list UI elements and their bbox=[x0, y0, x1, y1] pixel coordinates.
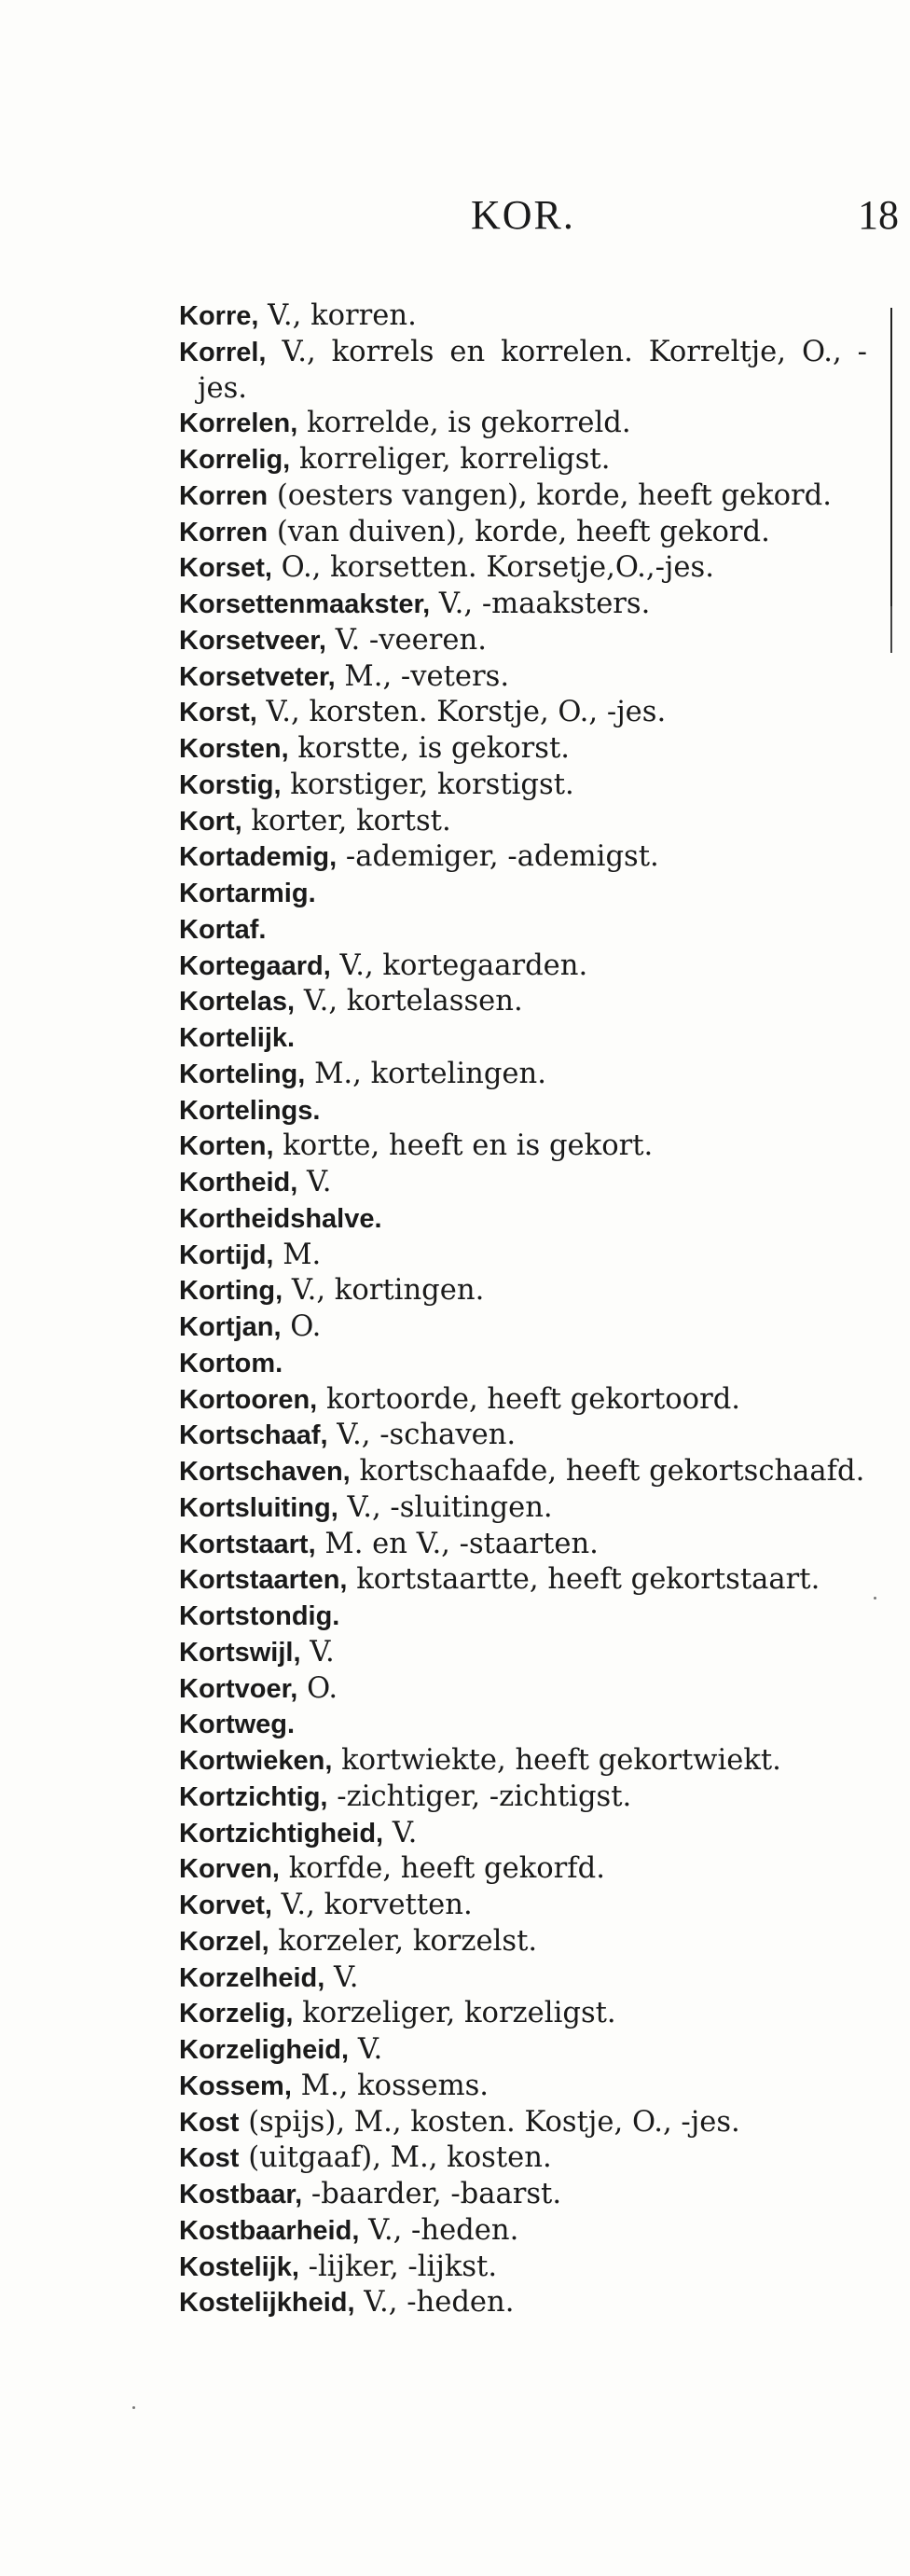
dictionary-entry bbox=[179, 1851, 867, 1888]
entry-headword: Korsten, bbox=[179, 734, 289, 764]
entry-definition: -ademiger, -ademigst. bbox=[345, 840, 659, 874]
dictionary-entry bbox=[179, 1888, 867, 1924]
dictionary-entry bbox=[179, 1707, 867, 1743]
dictionary-entry bbox=[179, 406, 867, 442]
entry-headword: Kortweg. bbox=[179, 1710, 296, 1740]
entry-definition: korstiger, korstigst. bbox=[290, 768, 574, 801]
entry-definition: -lijker, -lijkst. bbox=[308, 2250, 498, 2283]
entry-definition: korzeliger, korzeligst. bbox=[302, 1997, 616, 2030]
dictionary-entry bbox=[179, 2032, 867, 2069]
entry-definition: V., korvetten. bbox=[281, 1889, 473, 1921]
dictionary-entry bbox=[179, 335, 867, 407]
entry-definition: V., -schaven. bbox=[337, 1419, 517, 1452]
entry-headword: Kortzichtig, bbox=[179, 1781, 328, 1812]
entry-headword: Kortschaven, bbox=[179, 1457, 351, 1487]
dictionary-entry bbox=[179, 1273, 867, 1309]
entry-definition: korter, kortst. bbox=[251, 804, 451, 838]
dictionary-entry bbox=[179, 1562, 867, 1599]
dictionary-entry bbox=[179, 1743, 867, 1780]
entry-headword: Korzelheid, bbox=[179, 1962, 325, 1993]
entry-definition: kortstaartte, heeft gekortstaart. bbox=[356, 1563, 820, 1597]
dictionary-entry bbox=[179, 1671, 867, 1708]
entry-headword: Korting, bbox=[179, 1276, 283, 1307]
entry-definition: V. bbox=[334, 1960, 359, 1994]
dictionary-entry bbox=[179, 804, 867, 840]
dictionary-entry bbox=[179, 1454, 867, 1490]
entry-headword: Kortstaart, bbox=[179, 1529, 316, 1559]
entry-headword: Kortjan, bbox=[179, 1312, 282, 1342]
entry-headword: Korvet, bbox=[179, 1890, 272, 1920]
dictionary-entry bbox=[179, 2285, 867, 2321]
entry-headword: Kortegaard, bbox=[179, 950, 331, 981]
entry-headword: Korst, bbox=[179, 698, 257, 728]
entry-headword: Kortom. bbox=[179, 1348, 283, 1378]
entry-definition: V., -heden. bbox=[368, 2213, 519, 2247]
entry-definition: korrelde, is gekorreld. bbox=[307, 407, 631, 440]
entry-headword: Kortarmig. bbox=[179, 879, 316, 908]
dictionary-entry bbox=[179, 1382, 867, 1419]
dictionary-entry bbox=[179, 1599, 867, 1635]
entry-headword: Kortheidshalve. bbox=[179, 1203, 382, 1234]
entry-definition: M. en V., -staarten. bbox=[324, 1527, 599, 1560]
entry-headword: Kortademig, bbox=[179, 842, 338, 873]
entry-definition: V., kortingen. bbox=[291, 1274, 485, 1308]
entry-headword: Korrelen, bbox=[179, 409, 298, 439]
dictionary-entry bbox=[179, 1093, 867, 1129]
entry-headword: Kortelings. bbox=[179, 1095, 321, 1126]
entry-definition: V., -heden. bbox=[364, 2286, 515, 2320]
entry-headword: Korren bbox=[179, 517, 269, 547]
dictionary-entry bbox=[179, 1346, 867, 1382]
entry-headword: Korzeligheid, bbox=[179, 2035, 350, 2065]
entry-definition: M., kortelingen. bbox=[314, 1057, 546, 1090]
entry-list bbox=[179, 298, 867, 2321]
dictionary-entry bbox=[179, 2140, 867, 2177]
dictionary-entry bbox=[179, 1924, 867, 1960]
dictionary-entry bbox=[179, 1020, 867, 1057]
entry-definition: korfde, heeft gekorfd. bbox=[288, 1852, 605, 1886]
entry-definition: (oesters vangen), korde, heeft gekord. bbox=[276, 478, 832, 512]
entry-definition: V., korrels en korrelen. Korreltje, O., -jes. bbox=[198, 335, 868, 405]
entry-headword: Korsetveer, bbox=[179, 625, 326, 656]
entry-headword: Korre, bbox=[179, 301, 259, 331]
entry-definition: V. bbox=[357, 2033, 383, 2066]
entry-headword: Kost bbox=[179, 2107, 240, 2138]
entry-definition: V. bbox=[392, 1816, 418, 1849]
entry-headword: Korsettenmaakster, bbox=[179, 589, 431, 619]
entry-definition: korstte, is gekorst. bbox=[297, 732, 571, 765]
entry-headword: Kortstaarten, bbox=[179, 1565, 348, 1596]
page-number: 18 bbox=[858, 192, 899, 238]
dictionary-entry bbox=[179, 768, 867, 804]
entry-definition: -zichtiger, -zichtigst. bbox=[337, 1780, 632, 1813]
entry-definition: -baarder, -baarst. bbox=[310, 2178, 562, 2210]
entry-definition: korzeler, korzelst. bbox=[278, 1924, 538, 1958]
dictionary-entry bbox=[179, 2177, 867, 2213]
entry-definition: (spijs), M., kosten. Kostje, O., -jes. bbox=[248, 2105, 740, 2139]
entry-definition: korreliger, korreligst. bbox=[298, 443, 611, 476]
entry-definition: V., korren. bbox=[268, 299, 417, 332]
dictionary-entry bbox=[179, 1816, 867, 1852]
dictionary-entry bbox=[179, 695, 867, 731]
entry-definition: O. bbox=[307, 1671, 338, 1705]
entry-headword: Kostelijk, bbox=[179, 2251, 299, 2282]
entry-headword: Kortheid, bbox=[179, 1168, 298, 1198]
dictionary-entry bbox=[179, 2250, 867, 2286]
dictionary-entry bbox=[179, 442, 867, 478]
entry-definition: V., -sluitingen. bbox=[347, 1490, 553, 1524]
entry-headword: Kostbaar, bbox=[179, 2180, 303, 2209]
dictionary-entry bbox=[179, 550, 867, 587]
entry-definition: M., kossems. bbox=[300, 2069, 489, 2102]
dictionary-entry bbox=[179, 1527, 867, 1563]
entry-definition: V., kortegaarden. bbox=[339, 949, 588, 982]
dictionary-entry bbox=[179, 2213, 867, 2250]
margin-rule-fragment bbox=[890, 606, 892, 653]
entry-headword: Korsetveter, bbox=[179, 661, 336, 692]
dictionary-entry bbox=[179, 1960, 867, 1997]
ink-speck bbox=[132, 2406, 135, 2409]
dictionary-entry bbox=[179, 876, 867, 912]
dictionary-entry bbox=[179, 1165, 867, 1201]
entry-headword: Korteling, bbox=[179, 1059, 306, 1089]
entry-definition: O., korsetten. Korsetje,O.,-jes. bbox=[281, 551, 714, 585]
entry-headword: Kortzichtigheid, bbox=[179, 1818, 384, 1849]
entry-headword: Korstig, bbox=[179, 769, 282, 800]
entry-definition: kortwiekte, heeft gekortwiekt. bbox=[341, 1744, 781, 1777]
entry-definition: O. bbox=[290, 1310, 322, 1343]
entry-definition: M. bbox=[283, 1238, 322, 1271]
dictionary-entry bbox=[179, 587, 867, 623]
dictionary-entry bbox=[179, 1780, 867, 1816]
entry-definition: V., -maaksters. bbox=[438, 588, 651, 620]
dictionary-entry bbox=[179, 1129, 867, 1165]
dictionary-entry bbox=[179, 1490, 867, 1527]
entry-definition: (van duiven), korde, heeft gekord. bbox=[276, 515, 770, 548]
entry-headword: Korven, bbox=[179, 1854, 280, 1885]
margin-rule bbox=[890, 308, 892, 606]
entry-definition: kortoorde, heeft gekortoord. bbox=[325, 1382, 741, 1416]
entry-headword: Kortsluiting, bbox=[179, 1492, 338, 1523]
dictionary-entry bbox=[179, 478, 867, 515]
entry-definition: M., -veters. bbox=[344, 659, 510, 693]
dictionary-entry bbox=[179, 1418, 867, 1454]
entry-definition: V., korsten. Korstje, O., -jes. bbox=[266, 696, 667, 729]
entry-headword: Kortelas, bbox=[179, 987, 296, 1018]
entry-headword: Kostelijkheid, bbox=[179, 2288, 355, 2319]
dictionary-entry bbox=[179, 1238, 867, 1274]
dictionary-entry bbox=[179, 731, 867, 768]
page-header bbox=[0, 191, 910, 247]
entry-headword: Korten, bbox=[179, 1131, 274, 1162]
dictionary-entry bbox=[179, 984, 867, 1020]
entry-headword: Kortvoer, bbox=[179, 1673, 298, 1704]
dictionary-entry bbox=[179, 1057, 867, 1093]
entry-headword: Kossem, bbox=[179, 2070, 292, 2101]
entry-headword: Kortschaaf, bbox=[179, 1420, 328, 1451]
dictionary-entry bbox=[179, 1309, 867, 1346]
running-head: KOR. bbox=[471, 192, 575, 238]
entry-definition: V. -veeren. bbox=[335, 623, 487, 657]
entry-definition: V., kortelassen. bbox=[303, 985, 523, 1018]
entry-headword: Korset, bbox=[179, 553, 272, 584]
entry-headword: Kost bbox=[179, 2143, 240, 2174]
entry-headword: Kortstondig. bbox=[179, 1601, 340, 1631]
entry-headword: Korrelig, bbox=[179, 445, 291, 475]
dictionary-entry bbox=[179, 949, 867, 985]
entry-definition: (uitgaaf), M., kosten. bbox=[248, 2141, 552, 2175]
entry-definition: kortschaafde, heeft gekortschaafd. bbox=[359, 1455, 865, 1488]
dictionary-entry bbox=[179, 839, 867, 876]
dictionary-entry bbox=[179, 515, 867, 551]
dictionary-entry bbox=[179, 1996, 867, 2032]
ink-speck bbox=[874, 1597, 876, 1600]
dictionary-entry bbox=[179, 2105, 867, 2141]
entry-headword: Kortaf. bbox=[179, 914, 267, 945]
entry-definition: V. bbox=[310, 1635, 335, 1669]
dictionary-entry bbox=[179, 623, 867, 659]
entry-headword: Kortijd, bbox=[179, 1240, 274, 1270]
entry-headword: Kostbaarheid, bbox=[179, 2215, 360, 2246]
entry-definition: kortte, heeft en is gekort. bbox=[283, 1129, 654, 1163]
entry-headword: Korzel, bbox=[179, 1926, 269, 1957]
entry-headword: Korrel, bbox=[179, 337, 267, 367]
dictionary-entry bbox=[179, 1635, 867, 1671]
entry-definition: V. bbox=[307, 1166, 332, 1198]
dictionary-entry bbox=[179, 2069, 867, 2105]
dictionary-entry bbox=[179, 298, 867, 335]
entry-headword: Kortwieken, bbox=[179, 1746, 333, 1776]
dictionary-entry bbox=[179, 659, 867, 696]
entry-headword: Korren bbox=[179, 480, 269, 511]
entry-headword: Kort, bbox=[179, 806, 242, 837]
entry-headword: Kortelijk. bbox=[179, 1023, 296, 1053]
entry-headword: Kortooren, bbox=[179, 1384, 318, 1415]
entry-headword: Kortswijl, bbox=[179, 1637, 301, 1668]
dictionary-entry bbox=[179, 1201, 867, 1238]
entry-headword: Korzelig, bbox=[179, 1999, 294, 2029]
dictionary-entry bbox=[179, 912, 867, 949]
